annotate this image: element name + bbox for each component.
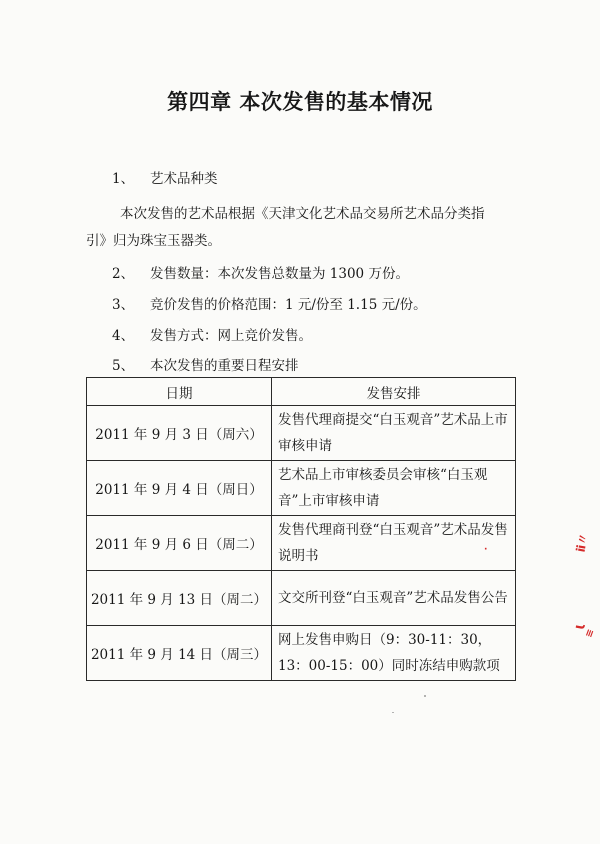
row-date: 2011 年 9 月 6 日（周二） <box>87 516 272 571</box>
item-number: 1、 <box>112 171 135 187</box>
stamp-fragment-icon: ⅱ〃 <box>573 531 591 554</box>
row-date: 2011 年 9 月 14 日（周三） <box>87 626 272 681</box>
item-text: 本次发售的重要日程安排 <box>150 358 299 374</box>
header-event: 发售安排 <box>272 378 516 406</box>
paragraph-line-1: 本次发售的艺术品根据《天津文化艺术品交易所艺术品分类指 <box>120 206 485 222</box>
item-text: 发售方式：网上竞价发售。 <box>150 328 312 344</box>
stamp-fragment-icon: ≡ <box>583 627 597 640</box>
list-item <box>112 354 299 374</box>
item-text: 发售数量：本次发售总数量为 1300 万份。 <box>150 266 409 282</box>
item-number: 4、 <box>112 328 135 344</box>
table-row <box>87 516 516 571</box>
list-item <box>112 324 312 344</box>
row-event: 文交所刊登“白玉观音”艺术品发售公告 <box>272 571 516 626</box>
schedule-table <box>86 377 516 681</box>
item-number: 3、 <box>112 297 135 313</box>
item-text: 竞价发售的价格范围：1 元/份至 1.15 元/份。 <box>150 297 427 313</box>
item-number: 5、 <box>112 358 135 374</box>
list-item <box>112 167 218 187</box>
table-row <box>87 406 516 461</box>
scan-speck <box>392 712 394 713</box>
table-row <box>87 626 516 681</box>
item-text: 艺术品种类 <box>150 171 218 187</box>
table-header-row <box>87 378 516 406</box>
row-event: 艺术品上市审核委员会审核“白玉观音”上市审核申请 <box>272 461 516 516</box>
row-date: 2011 年 9 月 3 日（周六） <box>87 406 272 461</box>
row-date: 2011 年 9 月 13 日（周二） <box>87 571 272 626</box>
stamp-fragment-icon: Ɩ <box>573 623 588 631</box>
stamp-dot-icon: · <box>484 545 488 555</box>
table-row <box>87 571 516 626</box>
chapter-title: 第四章 本次发售的基本情况 <box>167 90 433 114</box>
item-number: 2、 <box>112 266 135 282</box>
paragraph-line-2: 引》归为珠宝玉器类。 <box>86 233 221 249</box>
list-item <box>112 293 427 313</box>
row-event: 发售代理商提交“白玉观音”艺术品上市审核申请 <box>272 406 516 461</box>
table-row <box>87 461 516 516</box>
row-event: 网上发售申购日（9：30-11：30，13：00-15：00）同时冻结申购款项 <box>272 626 516 681</box>
row-date: 2011 年 9 月 4 日（周日） <box>87 461 272 516</box>
header-date: 日期 <box>87 378 272 406</box>
list-item <box>112 262 409 282</box>
row-event: 发售代理商刊登“白玉观音”艺术品发售说明书 <box>272 516 516 571</box>
scan-speck <box>424 695 426 697</box>
